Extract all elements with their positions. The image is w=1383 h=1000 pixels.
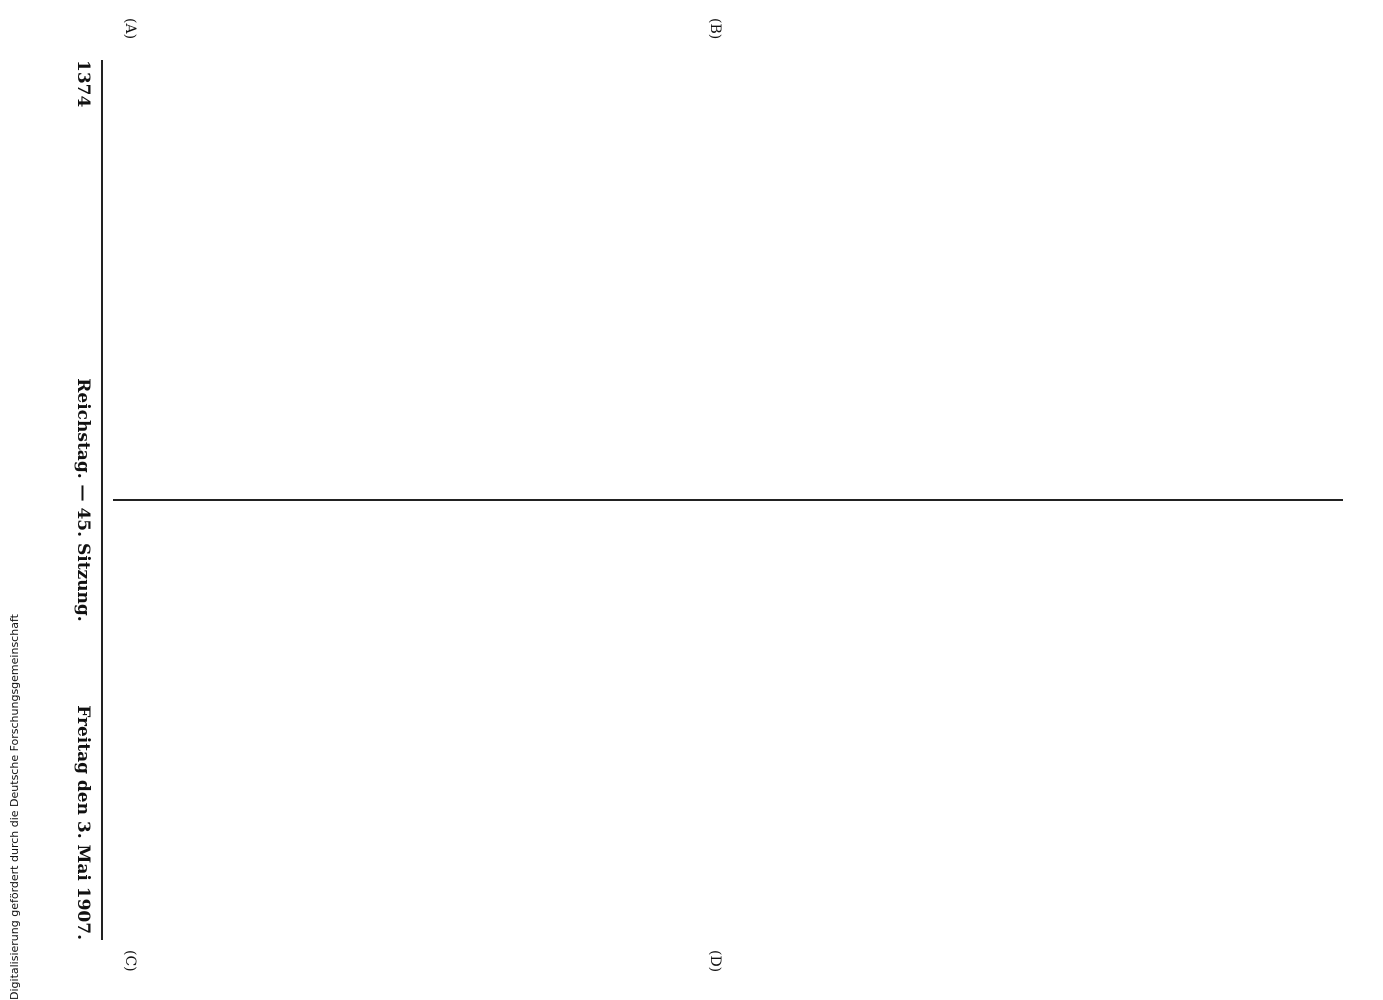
header-title: Reichstag. — 45. Sitzung. bbox=[73, 378, 93, 622]
right-column bbox=[113, 510, 1343, 940]
header-date: Freitag den 3. Mai 1907. bbox=[73, 705, 93, 940]
margin-marker-b: (B) bbox=[707, 18, 723, 40]
column-divider bbox=[113, 499, 1343, 501]
margin-marker-d: (D) bbox=[707, 950, 723, 973]
digitization-credit: Digitalisierung gefördert durch die Deutsche Forschungsgemeinschaft bbox=[8, 614, 21, 1000]
left-column bbox=[113, 60, 1343, 490]
margin-marker-a: (A) bbox=[122, 18, 138, 40]
page-number: 1374 bbox=[73, 60, 93, 108]
header-rule bbox=[101, 60, 103, 940]
margin-marker-c: (C) bbox=[122, 950, 138, 972]
running-header bbox=[63, 60, 93, 940]
